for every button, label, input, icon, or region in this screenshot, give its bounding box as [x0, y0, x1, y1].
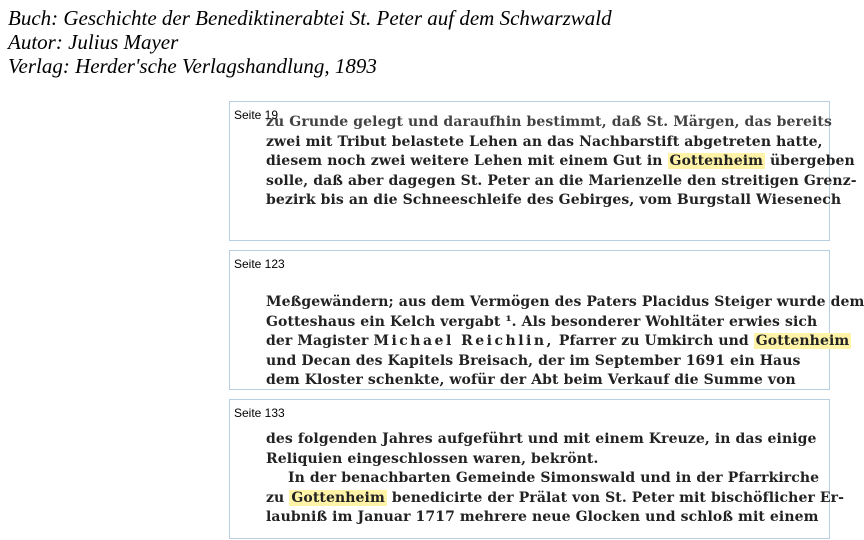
scan-text: benedicirte der Prälat von St. Peter mit bischöflicher Er-	[391, 489, 845, 506]
result-card-page-133[interactable]	[229, 399, 845, 539]
scan-line: zwei mit Tribut belastete Lehen an das Nachbarstift abgetreten hatte,	[266, 133, 823, 150]
scan-line: bezirk bis an die Schneeschleife des Gebirges, vom Burgstall Wiesenech	[266, 192, 842, 208]
page-label: Seite 133	[234, 406, 285, 420]
page-scan-excerpt	[266, 293, 864, 391]
scan-text: diesem noch zwei weitere Lehen mit einem Gut in	[266, 153, 663, 169]
scan-line: laubniß im Januar 1717 mehrere neue Glocken und schloß mit einem	[266, 509, 819, 525]
page-scan-excerpt	[266, 114, 857, 211]
scan-line: Reliquien eingeschlossen waren, bekrönt.	[266, 450, 599, 467]
book-publisher: Verlag: Herder'sche Verlagshandlung, 1893	[8, 54, 377, 78]
scan-line	[266, 489, 845, 509]
scan-line: In der benachbarten Gemeinde Simonswald und in der Pfarrkirche	[288, 470, 820, 486]
scan-line: des folgenden Jahres aufgeführt und mit einem Kreuze, in das einige	[266, 431, 817, 447]
page-scan-excerpt	[266, 430, 845, 528]
scan-text: übergeben	[770, 153, 855, 169]
scan-line: Meßgewändern; aus dem Vermögen des Paters Placidus Steiger wurde dem	[266, 294, 864, 310]
scan-text: der Magister	[266, 333, 369, 349]
result-card-page-19[interactable]	[229, 101, 857, 241]
search-highlight: Gottenheim	[291, 489, 385, 506]
scan-line: und Decan des Kapitels Breisach, der im September 1691 ein Haus	[266, 352, 801, 369]
page-label: Seite 19	[234, 108, 279, 122]
scan-line: Gotteshaus ein Kelch vergabt ¹. Als besonderer Wohltäter erwies sich	[266, 313, 818, 330]
result-card-page-123[interactable]	[229, 250, 864, 390]
scan-line	[266, 332, 850, 352]
scan-line: dem Kloster schenkte, wofür der Abt beim Verkauf die Summe von	[266, 372, 796, 388]
scan-line: zu Grunde gelegt und daraufhin bestimmt, daß St. Märgen, das bereits	[266, 114, 832, 130]
book-title: Buch: Geschichte der Benediktinerabtei St. Peter auf dem Schwarzwald	[8, 6, 612, 30]
page-label: Seite 123	[234, 257, 285, 271]
book-author: Autor: Julius Mayer	[8, 30, 179, 54]
scan-text: Pfarrer zu Umkirch und	[558, 333, 749, 349]
search-highlight: Gottenheim	[669, 153, 764, 169]
scan-line: solle, daß aber dagegen St. Peter an die Marienzelle den streitigen Grenz-	[266, 172, 857, 189]
book-info-header	[8, 6, 829, 78]
scan-line	[266, 152, 855, 172]
search-highlight: Gottenheim	[755, 333, 850, 349]
scan-text: zu	[266, 489, 285, 506]
scan-text-spaced: Michael Reichlin,	[373, 333, 554, 349]
